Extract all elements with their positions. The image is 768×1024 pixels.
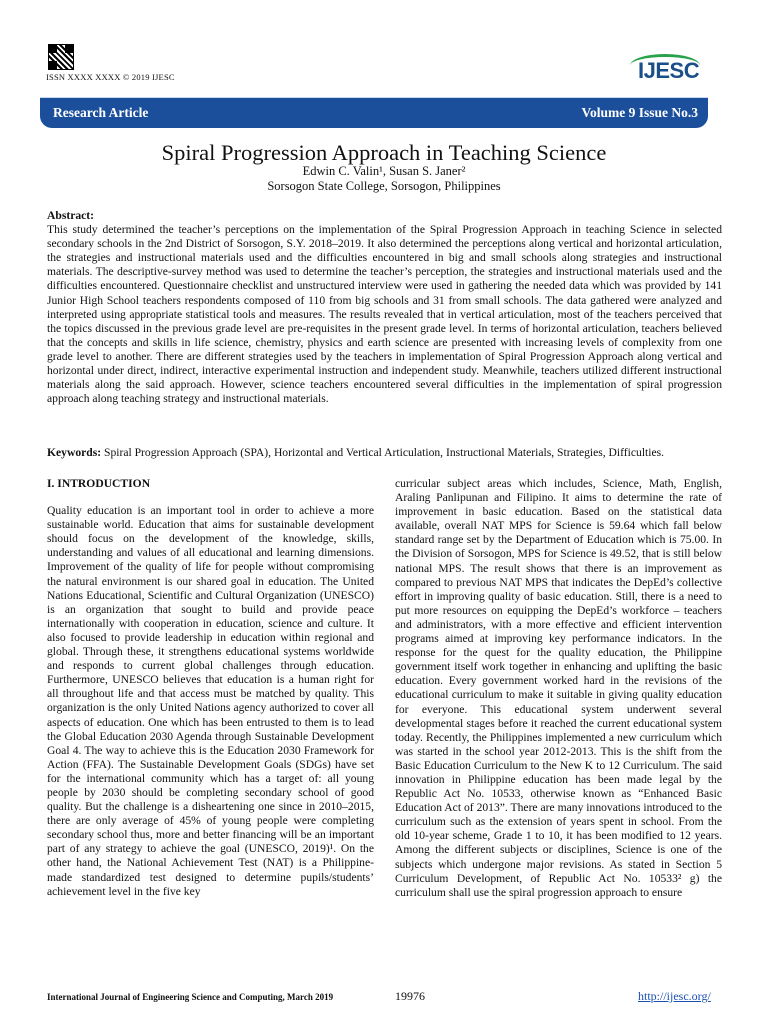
section-heading: I. INTRODUCTION <box>47 477 151 490</box>
abstract-text: This study determined the teacher’s perceptions on the implementation of the Spiral Progression Approach in teaching Science in selected secondary schools in the 2nd District of Sorsogon, S.Y. 2018–2019. It also determined the perceptions along vertical and horizontal articulation, the strategies and instructional materials used and the difficulties encountered in big and small schools along strategies and instructional materials. The descriptive-survey method was used to determine the teacher’s perception, the strategies and instructional materials used and the difficulties encountered. Questionnaire checklist and unstructured interview were used in gathering the needed data which was provided by 141 Junior High School teachers respondents composed of 110 from big schools and 31 from small schools. The data gathered were analyzed and interpreted using appropriate statistical tools and measures. The results revealed that in vertical articulation, most of the teachers perceived that the topics discussed in the previous grade level are pre-requisites in the present grade level. In terms of horizontal articulation, teachers believed that the concepts and skills in life science, chemistry, physics and earth science are presented with increasing levels of complexity from one grade level to another. There are different strategies used by the teachers in implementation of Spiral Progression Approach along vertical and horizontal under direct, indirect, interactive experimental instruction and independent study. Meanwhile, teachers utilized different instructional materials along the said approach. However, science teachers encountered several difficulties in the implementation of spiral progression approach along teaching strategy and instructional materials. <box>47 223 722 406</box>
journal-link[interactable]: http://ijesc.org/ <box>638 989 711 1003</box>
keywords-label: Keywords: <box>47 446 102 459</box>
column-right <box>395 477 722 900</box>
issn-line: ISSN XXXX XXXX © 2019 IJESC <box>46 72 175 82</box>
footer-journal: International Journal of Engineering Science and Computing, March 2019 <box>47 992 334 1002</box>
paper-authors: Edwin C. Valin¹, Susan S. Janer² <box>302 164 466 178</box>
article-type: Research Article <box>53 105 149 120</box>
abstract-label: Abstract: <box>47 209 95 222</box>
paper-title: Spiral Progression Approach in Teaching Science <box>161 140 607 165</box>
paper-affiliation: Sorsogon State College, Sorsogon, Philippines <box>267 179 501 193</box>
qr-code-icon <box>48 44 74 70</box>
logo-text: IJESC <box>638 58 700 83</box>
abstract-block <box>47 209 722 406</box>
page-number: 19976 <box>395 989 425 1003</box>
keywords-block <box>47 446 722 460</box>
column-left <box>47 477 374 899</box>
intro-text-right: curricular subject areas which includes, Science, Math, English, Araling Panlipunan and Filipino. It aims to determine the rate of improvement in basic education. Based on the statistical data available, overall NAT MPS for Science is 59.64 which fall below standard range set by the Department of Education which is 75.00. In the Division of Sorsogon, MPS for Science is 49.52, that is still below national MPS. The result shows that there is an improvement as compared to previous NAT MPS that indicates the DepEd’s collective effort in improving quality of basic education. Still, there is a need to put more resources on equipping the DepEd’s workforce – teachers and administrators, with a more effective and efficient intervention programs aimed at improving key performance indicators. In the response for the quest for the quality education, the Philippine government itself work together in enhancing and uplifting the basic education. Every government worked hard in the revisions of the educational curriculum to make it suitable in giving quality education for everyone. This educational system underwent several developmental stages before it reached the current educational system today. Recently, the Philippines implemented a new curriculum which was started in the school year 2012-2013. This is the shift from the Basic Education Curriculum to the New K to 12 Curriculum. The said innovation in Philippine education has been made legal by the Republic Act No. 10533, otherwise known as “Enhanced Basic Education Act of 2013”. There are many innovations introduced to the curriculum such as the extension of years spent in school. From the old 10-year scheme, Grade 1 to 10, it has been modified to 12 years. Among the different subjects or disciplines, Science is one of the subjects which undergone major revisions. As stated in Section 5 Curriculum Development, of Republic Act No. 10533² g) the curriculum shall use the spiral progression approach to ensure <box>395 477 722 899</box>
article-banner <box>40 97 708 128</box>
volume-issue: Volume 9 Issue No.3 <box>581 105 698 120</box>
intro-text-left: Quality education is an important tool in order to achieve a more sustainable world. Education that aims for sustainable development should focus on the development of the knowledge, skills, understanding and values of all educational and learning dimensions. Improvement of the quality of life for people without compromising the natural environment is our shared goal in education. The United Nations Educational, Scientific and Cultural Organization (UNESCO) is an organization that sought to build and provide peace internationally with cooperation in education, science and culture. It also focused to provide leadership in education within regional and global. Through these, it strengthens educational systems worldwide and responds to current global challenges through education. Furthermore, UNESCO believes that education is a human right for all throughout life and that access must be matched by quality. This organization is the only United Nations agency authorized to cover all aspects of education. One which has been entrusted to them is to lead the Global Education 2030 Agenda through Sustainable Development Goal 4. The way to achieve this is the Education 2030 Framework for Action (FFA). The Sustainable Development Goals (SDGs) have set for the international community which has a target of: all young people by 2030 should be completing secondary school of good quality. But the challenge is a disheartening one since in 2010–2015, there are only average of 45% of young people were completing secondary school thus, more and better financing will be an important part of any strategy to achieve the goal (UNESCO, 2019)¹. On the other hand, the National Achievement Test (NAT) is a Philippine-made standardized test designed to determine pupils/students’ achievement level in the five key <box>47 504 374 898</box>
keywords-text: Spiral Progression Approach (SPA), Horizontal and Vertical Articulation, Instructional Materials, Strategies, Difficulties. <box>101 446 665 459</box>
journal-logo <box>630 56 702 86</box>
